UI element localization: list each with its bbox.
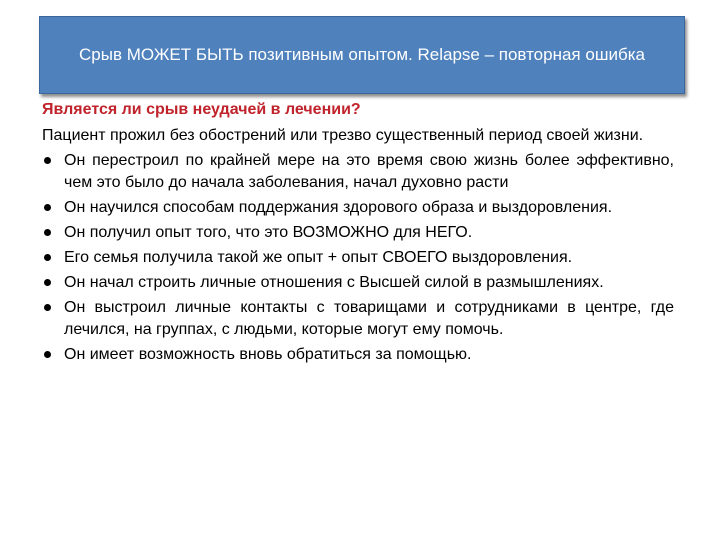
bullet-icon — [44, 351, 51, 358]
bullet-text: Он имеет возможность вновь обратиться за помощью. — [64, 346, 472, 363]
bullet-icon — [44, 157, 51, 164]
bullet-icon — [44, 254, 51, 261]
bullet-item — [42, 197, 674, 219]
bullet-text: Он получил опыт того, что это ВОЗМОЖНО для НЕГО. — [64, 224, 473, 241]
bullet-item — [42, 272, 674, 294]
intro-paragraph: Пациент прожил без обострений или трезво существенный период своей жизни. — [42, 127, 644, 144]
slide-title-box — [39, 16, 685, 94]
bullet-icon — [44, 304, 51, 311]
bullet-icon — [44, 204, 51, 211]
bullet-item — [42, 247, 674, 269]
bullet-item — [42, 344, 674, 366]
bullet-text: Он научился способам поддержания здорового образа и выздоровления. — [64, 199, 613, 216]
bullet-icon — [44, 229, 51, 236]
bullet-item — [42, 297, 674, 341]
bullet-item — [42, 150, 674, 194]
slide-title: Срыв МОЖЕТ БЫТЬ позитивным опытом. Relapse – повторная ошибка — [79, 45, 645, 64]
bullet-list — [42, 150, 674, 366]
bullet-icon — [44, 279, 51, 286]
question-heading: Является ли срыв неудачей в лечении? — [42, 101, 361, 118]
bullet-text: Он начал строить личные отношения с Высшей силой в размышлениях. — [64, 274, 604, 291]
bullet-text: Он перестроил по крайней мере на это время свою жизнь более эффективно, чем это было до начала заболевания, начал духовно расти — [64, 152, 674, 191]
bullet-text: Он выстроил личные контакты с товарищами и сотрудниками в центре, где лечился, на группах, с людьми, которые могут ему помочь. — [64, 299, 674, 338]
bullet-text: Его семья получила такой же опыт + опыт СВОЕГО выздоровления. — [64, 249, 573, 266]
bullet-item — [42, 222, 674, 244]
slide-content — [42, 99, 674, 366]
